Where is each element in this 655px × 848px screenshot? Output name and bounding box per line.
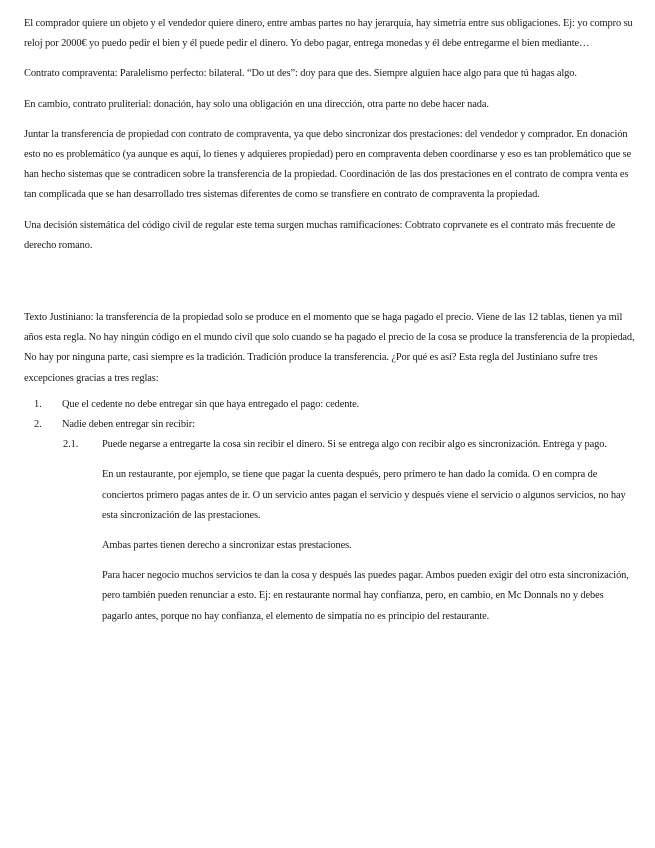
paragraph-codigo-civil: Una decisión sistemática del código civil de regular este tema surgen muchas ramificaciones: Cobtrato coprvanete es el contrato más frecuente de derecho romano.: [24, 219, 616, 251]
blank-gap: [24, 256, 636, 308]
list-number: 1.: [34, 398, 42, 410]
sublist-number: 2.1.: [63, 439, 79, 451]
sublist-item-text: Puede negarse a entregarte la cosa sin recibir el dinero. Si se entrega algo con recibir algo es sincronización. Entrega y pago.: [102, 439, 607, 451]
list-number: 2.: [34, 419, 42, 431]
paragraph-donacion: En cambio, contrato pruliterial: donación, hay solo una obligación en una dirección, otra parte no debe hacer nada.: [24, 98, 489, 110]
sublist-paragraph-derecho: Ambas partes tienen derecho a sincronizar estas prestaciones.: [102, 540, 352, 552]
paragraph-simetria: El comprador quiere un objeto y el vendedor quiere dinero, entre ambas partes no hay jerarquía, hay simetría entre sus obligaciones. Ej: yo compro su reloj por 2000€ yo puedo pedir el bien y él puede pedir el dinero. Yo debo pagar, entrega monedas y él debe entregarme el bien mediante…: [24, 18, 633, 50]
paragraph-justiniano: Texto Justiniano: la transferencia de la propiedad solo se produce en el momento que se haga pagado el precio. Viene de las 12 tablas, tienen ya mil años esta regla. No hay ningún código en el mundo civil que solo cuando se ha pagado el precio de la cosa se produce la transferencia de la propiedad, No hay por ninguna parte, casi siempre es la tradición. Tradición produce la transferencia. ¿Por qué es así? Esta regla del Justiniano sufre tres excepciones gracias a tres reglas:: [24, 312, 635, 384]
list-item-text: Que el cedente no debe entregar sin que haya entregado el pago: cedente.: [62, 398, 360, 410]
sublist-paragraph-restaurante: En un restaurante, por ejemplo, se tiene que pagar la cuenta después, pero primero te han dado la comida. O en compra de conciertos primero pagas antes de ir. O un servicio antes pagan el servicio y después viene el servicio o algunos servicios, no hay esta sincronización de las prestaciones.: [102, 469, 626, 521]
document-page: [24, 14, 636, 627]
sublist-paragraph-negocio: Para hacer negocio muchos servicios te dan la cosa y después las puedes pagar. Ambos pueden exigir del otro esta sincronización, pero también pueden renunciar a esto. Ej: en restaurante normal hay confianza, pero, en cambio, en Mc Donnals no y debes pagarlo antes, porque no hay confianza, el elemento de simpatía no es principio del restaurante.: [102, 570, 629, 622]
paragraph-transferencia: Juntar la transferencia de propiedad con contrato de compraventa, ya que debo sincronizar dos prestaciones: del vendedor y comprador. En donación esto no es problemático (ya aunque es aquí, lo tienes y adquieres propiedad) pero en compraventa deben coordinarse y eso es tan problemático que se han hecho sistemas que se contradicen sobre la transferencia de la propiedad. Coordinación de las dos prestaciones en el contrato de compra venta es tan complicada que se han desarrollado tres sistemas diferentes de como se transfiere en contrato de compraventa la propiedad.: [24, 128, 632, 201]
list-item-text: Nadie deben entregar sin recibir:: [62, 419, 195, 431]
paragraph-compraventa: Contrato compraventa: Paralelismo perfecto: bilateral. “Do ut des”: doy para que des. Siempre alguien hace algo para que tú hagas algo.: [24, 68, 577, 80]
list-item: [24, 415, 636, 435]
sublist-item: [24, 435, 636, 455]
list-item: [24, 395, 636, 415]
